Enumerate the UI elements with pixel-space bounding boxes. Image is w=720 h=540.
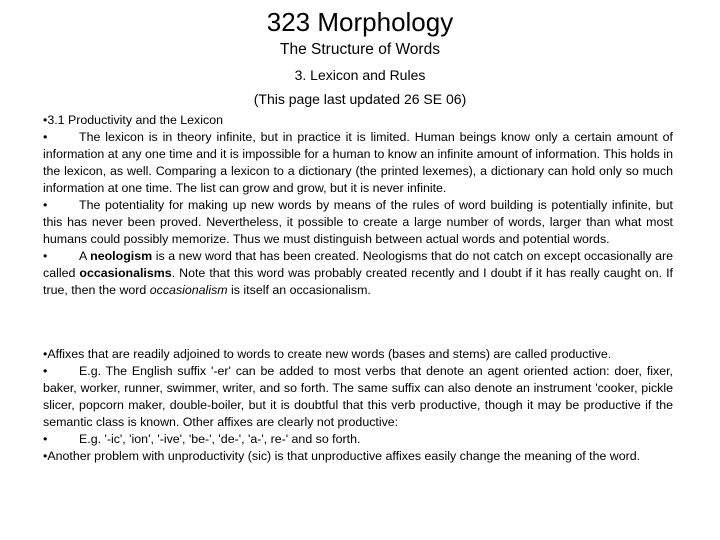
text-fragment: is itself an occasionalism. [227,283,371,297]
paragraph-potentiality [43,197,673,248]
affixes-section [43,346,673,465]
paragraph-neologism [43,248,673,299]
section-heading: 3. Lexicon and Rules [294,67,426,83]
paragraph-affix-examples [43,431,673,448]
bullet-icon: • [43,249,48,263]
paragraph-text: The lexicon is in theory infinite, but in practice it is limited. Human beings know only a certain amount of information at any one time and it is impossible for a human to know an infinite amount of information. This holds in the lexicon, as well. Comparing a lexicon to a dictionary (the printed lexemes), a dictionary can hold only so much information at one time. The list can grow and grow, but it is never infinite. [43,130,673,195]
paragraph-er-suffix [43,363,673,431]
term-occasionalisms: occasionalisms [79,266,172,280]
subsection-heading: •3.1 Productivity and the Lexicon [43,113,223,127]
term-occasionalism-italic: occasionalism [149,283,228,297]
text-fragment: is a new word that has been created. Neologisms that do not catch on except occasionally are called [43,249,673,280]
paragraph-productive-affixes: •Affixes that are readily adjoined to words to create new words (bases and stems) are called productive. [43,347,612,361]
text-fragment: . Note that this word was probably created recently and I doubt if it has really caught on. If true, then the word [43,266,673,297]
paragraph-text: E.g. The English suffix '-er' can be added to most verbs that denote an agent oriented action: doer, fixer, baker, worker, runner, swimmer, writer, and so forth. The same suffix can also denote an instrument 'cooker, pickle slicer, popcorn maker, double-boiler, but it is doubtful that this verb productive, though it may be productive if the semantic class is known. Other affixes are clearly not productive: [43,364,673,429]
paragraph-text: The potentiality for making up new words by means of the rules of word building is potentially infinite, but this has never been proved. Nevertheless, it possible to create a large number of words, larger than what most humans could possibly memorize. Thus we must distinguish between actual words and potential words. [43,198,673,246]
bullet-icon: • [43,432,48,446]
paragraph-unproductivity: •Another problem with unproductivity (sic) is that unproductive affixes easily change the meaning of the word. [43,449,641,463]
text-fragment: A [79,249,91,263]
bullet-icon: • [43,364,48,378]
bullet-icon: • [43,130,48,144]
productivity-lexicon-section [43,112,673,299]
page-subtitle: The Structure of Words [280,41,440,58]
term-neologism: neologism [90,249,153,263]
bullet-icon: • [43,198,48,212]
last-updated-note: (This page last updated 26 SE 06) [253,91,467,107]
paragraph-lexicon-infinite [43,129,673,197]
page-title: 323 Morphology [266,7,454,37]
paragraph-text: E.g. '-ic', 'ion', '-ive', 'be-', 'de-', 'a-', re-' and so forth. [79,432,361,446]
